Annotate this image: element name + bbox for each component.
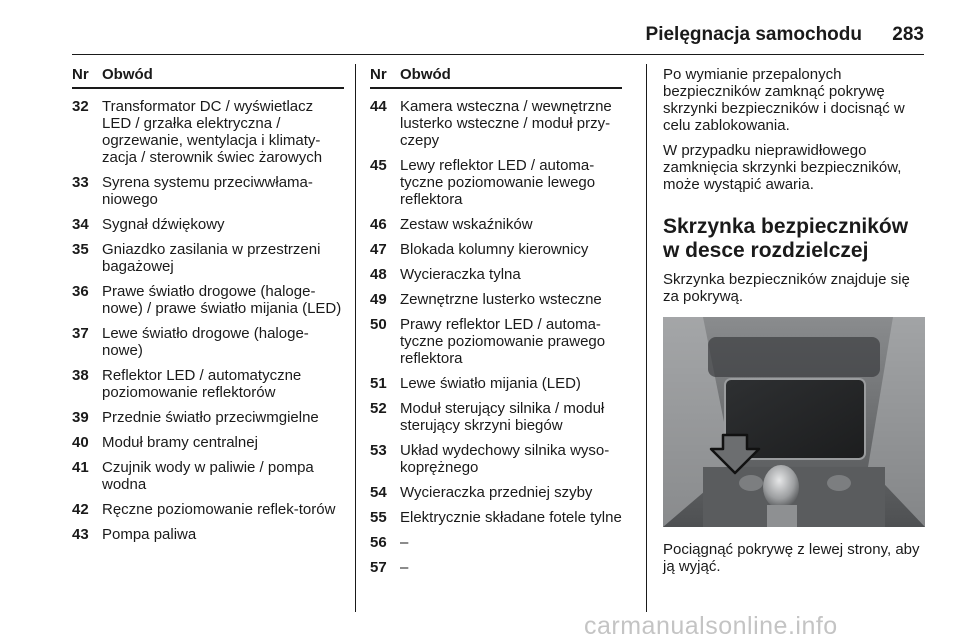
circuit-description: Reflektor LED / automatyczne poziomowanie reflektorów xyxy=(102,367,302,401)
paragraph-location: Skrzynka bezpieczników znajduje się za pokrywą. xyxy=(663,271,910,305)
circuit-description: – xyxy=(400,559,409,576)
fuse-number: 46 xyxy=(370,216,387,233)
table-row xyxy=(72,367,344,401)
fuse-number: 56 xyxy=(370,534,387,551)
fuse-number: 41 xyxy=(72,459,89,476)
circuit-description: Czujnik wody w paliwie / pompa wodna xyxy=(102,459,314,493)
table-row xyxy=(72,241,344,275)
fuse-number: 49 xyxy=(370,291,387,308)
table-row xyxy=(370,316,622,367)
table-row xyxy=(370,241,622,258)
table-row xyxy=(72,526,344,543)
fuse-number: 38 xyxy=(72,367,89,384)
circuit-description: Pompa paliwa xyxy=(102,526,197,543)
fuse-number: 40 xyxy=(72,434,89,451)
table-row xyxy=(370,216,622,233)
paragraph-remove-cover: Pociągnąć pokrywę z lewej strony, aby ją wyjąć. xyxy=(663,541,920,575)
fuse-number: 47 xyxy=(370,241,387,258)
circuit-description: Lewe światło mijania (LED) xyxy=(400,375,581,392)
fuse-number: 33 xyxy=(72,174,89,191)
circuit-description: – xyxy=(400,534,409,551)
fuse-number: 54 xyxy=(370,484,387,501)
circuit-description: Wycieraczka przedniej szyby xyxy=(400,484,593,501)
circuit-description: Prawy reflektor LED / automa-tyczne poziomowanie prawego reflektora xyxy=(400,316,606,367)
fuse-number: 45 xyxy=(370,157,387,174)
circuit-description: Prawe światło drogowe (haloge-nowe) / prawe światło mijania (LED) xyxy=(102,283,342,317)
column-divider-right xyxy=(646,64,647,612)
table-row xyxy=(72,98,344,166)
circuit-description: Układ wydechowy silnika wyso-koprężnego xyxy=(400,442,610,476)
fuse-number: 32 xyxy=(72,98,89,115)
circuit-description: Wycieraczka tylna xyxy=(400,266,521,283)
fuse-number: 39 xyxy=(72,409,89,426)
circuit-description: Syrena systemu przeciwwłama-niowego xyxy=(102,174,313,208)
fuse-number: 35 xyxy=(72,241,89,258)
circuit-description: Gniazdko zasilania w przestrzeni bagażowej xyxy=(102,241,321,275)
table-row xyxy=(370,534,622,551)
header-rule xyxy=(72,54,924,55)
paragraph-close-cover: Po wymianie przepalonych bezpieczników zamknąć pokrywę skrzynki bezpieczników i docisnąć w celu zablokowania. xyxy=(663,66,905,134)
circuit-description: Elektrycznie składane fotele tylne xyxy=(400,509,622,526)
header-nr: Nr xyxy=(72,66,89,83)
circuit-description: Blokada kolumny kierownicy xyxy=(400,241,589,258)
table-row xyxy=(370,375,622,392)
fuse-number: 48 xyxy=(370,266,387,283)
section-heading: Skrzynka bezpieczników w desce rozdzielczej xyxy=(663,215,909,262)
fuse-number: 57 xyxy=(370,559,387,576)
circuit-description: Zestaw wskaźników xyxy=(400,216,533,233)
text-column xyxy=(663,66,925,583)
table-row xyxy=(370,559,622,576)
table-row xyxy=(370,266,622,283)
fuse-number: 34 xyxy=(72,216,89,233)
table-row xyxy=(370,98,622,149)
table-row xyxy=(72,434,344,451)
circuit-description: Transformator DC / wyświetlacz LED / grzałka elektryczna / ogrzewanie, wentylacja i klimaty-zacja / sterownik świec żarowych xyxy=(102,98,323,166)
column-divider-left xyxy=(355,64,356,612)
fuse-number: 42 xyxy=(72,501,89,518)
header-circuit: Obwód xyxy=(102,66,153,83)
fuse-box-photo xyxy=(663,317,925,527)
fuse-number: 44 xyxy=(370,98,387,115)
table-header xyxy=(370,66,622,89)
fuse-number: 36 xyxy=(72,283,89,300)
circuit-description: Przednie światło przeciwmgielne xyxy=(102,409,319,426)
circuit-description: Zewnętrzne lusterko wsteczne xyxy=(400,291,602,308)
circuit-description: Sygnał dźwiękowy xyxy=(102,216,225,233)
table-header xyxy=(72,66,344,89)
circuit-description: Lewe światło drogowe (haloge-nowe) xyxy=(102,325,309,359)
table-row xyxy=(370,509,622,526)
table-row xyxy=(370,400,622,434)
circuit-description: Moduł sterujący silnika / moduł sterujący skrzyni biegów xyxy=(400,400,605,434)
fuse-number: 37 xyxy=(72,325,89,342)
table-row xyxy=(370,157,622,208)
table-row xyxy=(72,325,344,359)
fuse-table-middle xyxy=(370,66,622,584)
circuit-description: Lewy reflektor LED / automa-tyczne poziomowanie lewego reflektora xyxy=(400,157,596,208)
table-row xyxy=(72,174,344,208)
paragraph-warning: W przypadku nieprawidłowego zamknięcia skrzynki bezpieczników, może wystąpić awaria. xyxy=(663,142,902,193)
circuit-description: Moduł bramy centralnej xyxy=(102,434,258,451)
header-circuit: Obwód xyxy=(400,66,451,83)
table-row xyxy=(72,283,344,317)
table-row xyxy=(370,442,622,476)
fuse-number: 43 xyxy=(72,526,89,543)
header-nr: Nr xyxy=(370,66,387,83)
fuse-number: 52 xyxy=(370,400,387,417)
table-row xyxy=(72,501,344,518)
table-row xyxy=(72,459,344,493)
circuit-description: Ręczne poziomowanie reflek-torów xyxy=(102,501,336,518)
table-row xyxy=(72,409,344,426)
fuse-number: 53 xyxy=(370,442,387,459)
fuse-number: 51 xyxy=(370,375,387,392)
watermark: carmanualsonline.info xyxy=(584,612,838,640)
section-title: Pielęgnacja samochodu xyxy=(645,24,862,45)
circuit-description: Kamera wsteczna / wewnętrzne lusterko wsteczne / moduł przy-czepy xyxy=(400,98,612,149)
table-row xyxy=(370,484,622,501)
page-number: 283 xyxy=(892,24,924,45)
table-row xyxy=(370,291,622,308)
fuse-table-left xyxy=(72,66,344,551)
fuse-number: 55 xyxy=(370,509,387,526)
table-row xyxy=(72,216,344,233)
page-header xyxy=(72,24,924,50)
fuse-number: 50 xyxy=(370,316,387,333)
